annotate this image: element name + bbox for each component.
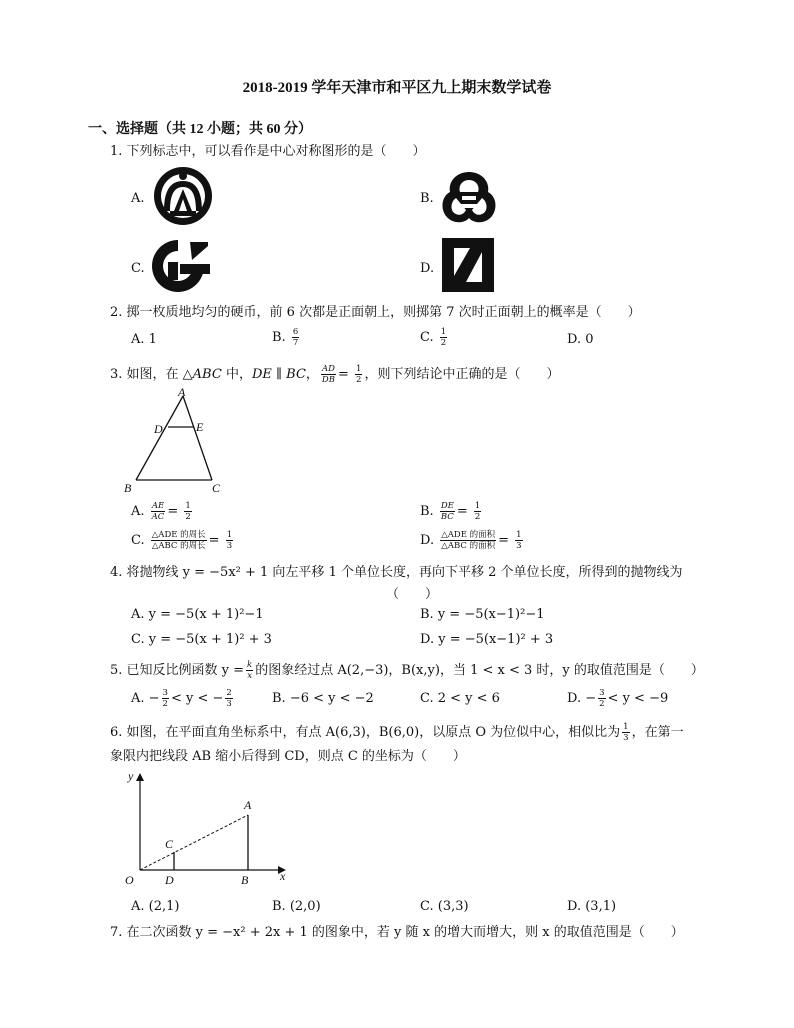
g-letter-emblem-icon[interactable] bbox=[150, 236, 212, 294]
q2-option-c: C. $\frac{1}{2}$ bbox=[420, 327, 447, 348]
label-o: O bbox=[125, 873, 134, 887]
q3-option-d: D. $\frac{\text{△ADE 的面积}}{\text{△ABC 的面积}}$ = $\frac{1}{3}$ bbox=[420, 530, 522, 551]
coordinate-figure bbox=[120, 766, 300, 890]
label-x: x bbox=[280, 869, 286, 883]
square-slash-emblem-icon[interactable] bbox=[440, 236, 496, 294]
question-6-stem: 6. 如图，在平面直角坐标系中，有点 A(6,3)，B(6,0)，以原点 O 为位似中心，相似比为 $\frac{1}{3}$ ，在第一 bbox=[110, 722, 684, 743]
q1-option-a-label: A. bbox=[131, 191, 145, 206]
question-4-stem: 4. 将抛物线 y = −5x² + 1 向左平移 1 个单位长度，再向下平移 2 个单位长度，所得到的抛物线为 bbox=[110, 565, 683, 580]
q4-option-a: A. y = −5(x + 1)²−1 bbox=[131, 607, 264, 622]
q6-option-a: A. (2,1) bbox=[131, 899, 180, 914]
q6-option-c: C. (3,3) bbox=[420, 899, 469, 914]
section-heading: 一、选择题（共 12 小题；共 60 分） bbox=[88, 122, 312, 137]
q2-option-d: D. 0 bbox=[567, 332, 594, 347]
segment-oa-dashed bbox=[140, 815, 248, 870]
q5-option-a: A. − $\frac{3}{2}$ < y < − $\frac{2}{3}$ bbox=[131, 688, 232, 709]
q4-option-d: D. y = −5(x−1)² + 3 bbox=[420, 632, 554, 647]
question-1-stem: 1. 下列标志中，可以看作是中心对称图形的是（ ） bbox=[110, 144, 426, 159]
label-c: C bbox=[212, 481, 221, 495]
label-b: B bbox=[124, 481, 132, 495]
side-ac bbox=[183, 396, 212, 480]
page-title: 2018-2019 学年天津市和平区九上期末数学试卷 bbox=[242, 80, 552, 96]
label-a: A bbox=[178, 386, 186, 399]
label-c: C bbox=[165, 837, 174, 851]
q1-option-d-label: D. bbox=[420, 261, 435, 276]
q1-option-c-label: C. bbox=[131, 261, 145, 276]
label-y: y bbox=[128, 769, 134, 783]
q3-option-a: A. $\frac{AE}{AC}$ = $\frac{1}{2}$ bbox=[131, 501, 191, 522]
question-5-stem: 5. 已知反比例函数 y = $\frac{k}{x}$ 的图象经过点 A(2,−3)，B(x,y)，当 1 < x < 3 时，y 的取值范围是（ ） bbox=[110, 660, 704, 681]
question-3-stem: 3. 如图，在 △ABC 中，DE ∥ BC， $\frac{AD}{DB}$ = $\frac{1}{2}$ ，则下列结论中正确的是（ ） bbox=[110, 364, 560, 385]
question-4-answer-paren: （ ） bbox=[386, 587, 439, 602]
question-6-stem-line-2: 象限内把线段 AB 缩小后得到 CD，则点 C 的坐标为（ ） bbox=[110, 749, 466, 764]
q5-option-c: C. 2 < y < 6 bbox=[420, 691, 500, 706]
question-2-stem: 2. 掷一枚质地均匀的硬币，前 6 次都是正面朝上，则掷第 7 次时正面朝上的概率是（ ） bbox=[110, 305, 641, 320]
q3-option-b: B. $\frac{DE}{BC}$ = $\frac{1}{2}$ bbox=[420, 501, 481, 522]
q5-option-b: B. −6 < y < −2 bbox=[272, 691, 374, 706]
round-emblem-icon[interactable] bbox=[150, 165, 216, 227]
q4-option-c: C. y = −5(x + 1)² + 3 bbox=[131, 632, 272, 647]
triangle-abc-figure bbox=[120, 386, 230, 496]
q3-option-c: C. $\frac{\text{△ADE 的周长}}{\text{△ABC 的周长}}$ = $\frac{1}{3}$ bbox=[131, 530, 233, 551]
side-ab bbox=[136, 396, 183, 480]
y-axis-arrow bbox=[136, 773, 144, 781]
q1-option-b-label: B. bbox=[420, 191, 434, 206]
q5-option-d: D. − $\frac{3}{2}$ < y < −9 bbox=[567, 688, 669, 709]
three-lobe-emblem-icon[interactable] bbox=[438, 168, 500, 226]
label-d: D bbox=[154, 422, 163, 436]
q4-option-b: B. y = −5(x−1)²−1 bbox=[420, 607, 545, 622]
q2-option-b: B. $\frac{6}{7}$ bbox=[272, 327, 299, 348]
question-7-stem: 7. 在二次函数 y = −x² + 2x + 1 的图象中，若 y 随 x 的增大而增大，则 x 的取值范围是（ ） bbox=[110, 925, 684, 940]
q6-option-b: B. (2,0) bbox=[272, 899, 321, 914]
label-d: D bbox=[165, 873, 174, 887]
label-b: B bbox=[241, 873, 249, 887]
label-a: A bbox=[244, 798, 252, 812]
q6-option-d: D. (3,1) bbox=[567, 899, 617, 914]
q2-option-a: A. 1 bbox=[131, 332, 157, 347]
label-e: E bbox=[196, 420, 204, 434]
